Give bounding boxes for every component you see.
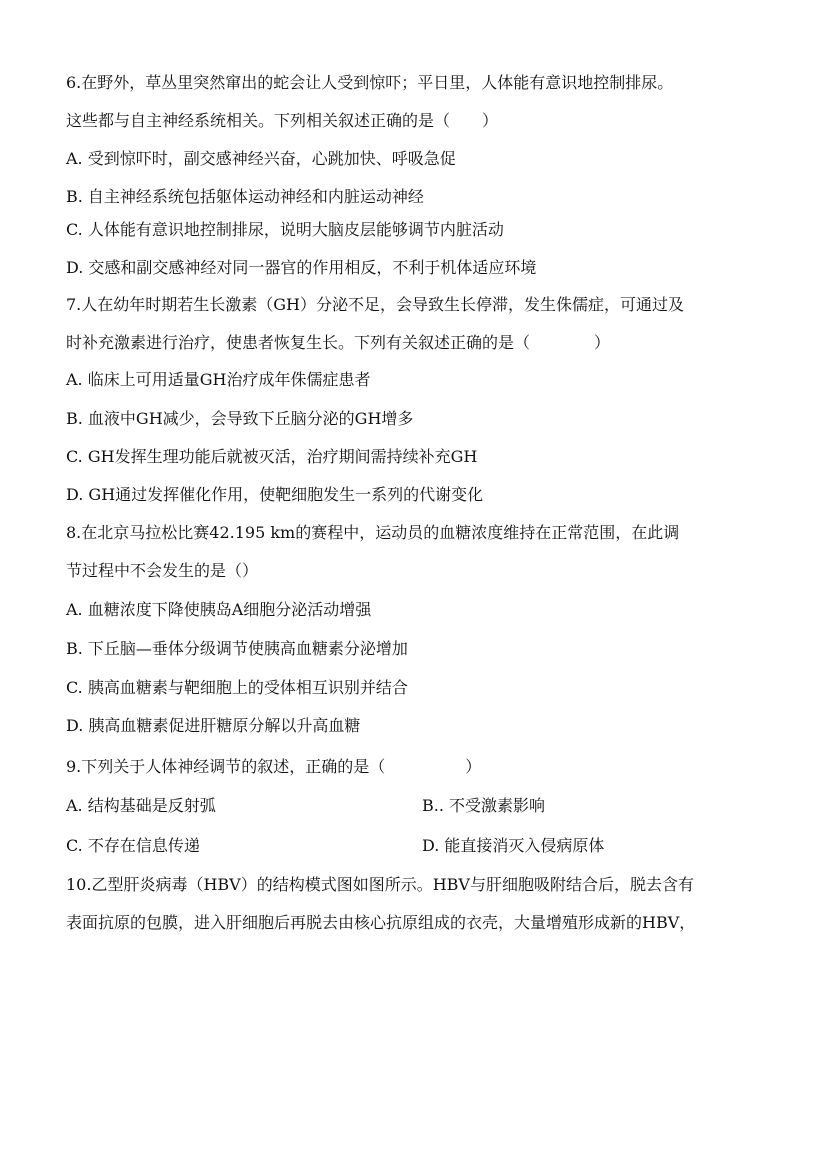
question-7-option-b: B. 血液中GH减少，会导致下丘脑分泌的GH增多 bbox=[66, 409, 414, 428]
question-9-line-1: 9.下列关于人体神经调节的叙述，正确的是（ ） bbox=[66, 757, 482, 776]
question-6-option-c: C. 人体能有意识地控制排尿，说明大脑皮层能够调节内脏活动 bbox=[66, 220, 504, 239]
question-9-option-d: D. 能直接消灭入侵病原体 bbox=[422, 836, 605, 855]
question-9-option-c: C. 不存在信息传递 bbox=[66, 836, 200, 855]
question-8-option-b: B. 下丘脑—垂体分级调节使胰高血糖素分泌增加 bbox=[66, 639, 408, 658]
question-9-option-b: B.. 不受激素影响 bbox=[422, 796, 546, 815]
question-9-option-a: A. 结构基础是反射弧 bbox=[66, 796, 216, 815]
question-6-line-2: 这些都与自主神经系统相关。下列相关叙述正确的是（ ） bbox=[66, 111, 499, 130]
question-8-option-a: A. 血糖浓度下降使胰岛A细胞分泌活动增强 bbox=[66, 600, 372, 619]
question-7-option-d: D. GH通过发挥催化作用，使靶细胞发生一系列的代谢变化 bbox=[66, 485, 484, 504]
question-10-line-2: 表面抗原的包膜，进入肝细胞后再脱去由核心抗原组成的衣壳，大量增殖形成新的HBV， bbox=[66, 913, 696, 932]
question-8-option-d: D. 胰高血糖素促进肝糖原分解以升高血糖 bbox=[66, 716, 361, 735]
question-7-option-c: C. GH发挥生理功能后就被灭活，治疗期间需持续补充GH bbox=[66, 447, 478, 466]
question-9-options-row-2 bbox=[66, 835, 776, 857]
question-6-line-1: 6.在野外，草丛里突然窜出的蛇会让人受到惊吓；平日里，人体能有意识地控制排尿。 bbox=[66, 73, 674, 92]
question-10-line-1: 10.乙型肝炎病毒（HBV）的结构模式图如图所示。HBV与肝细胞吸附结合后，脱去含有 bbox=[66, 875, 694, 894]
question-6-option-a: A. 受到惊吓时，副交感神经兴奋，心跳加快、呼吸急促 bbox=[66, 149, 456, 168]
question-7-line-1: 7.人在幼年时期若生长激素（GH）分泌不足，会导致生长停滞，发生侏儒症，可通过及 bbox=[66, 295, 685, 314]
question-8-line-2: 节过程中不会发生的是（） bbox=[66, 561, 259, 580]
question-8-option-c: C. 胰高血糖素与靶细胞上的受体相互识别并结合 bbox=[66, 678, 408, 697]
question-9-options-row-1 bbox=[66, 795, 776, 817]
question-7-line-2: 时补充激素进行治疗，使患者恢复生长。下列有关叙述正确的是（ ） bbox=[66, 333, 611, 352]
question-8-line-1: 8.在北京马拉松比赛42.195 km的赛程中，运动员的血糖浓度维持在正常范围，在此调 bbox=[66, 523, 680, 542]
question-6-option-d: D. 交感和副交感神经对同一器官的作用相反，不利于机体适应环境 bbox=[66, 258, 537, 277]
question-7-option-a: A. 临床上可用适量GH治疗成年侏儒症患者 bbox=[66, 370, 371, 389]
question-6-option-b: B. 自主神经系统包括躯体运动神经和内脏运动神经 bbox=[66, 187, 424, 206]
